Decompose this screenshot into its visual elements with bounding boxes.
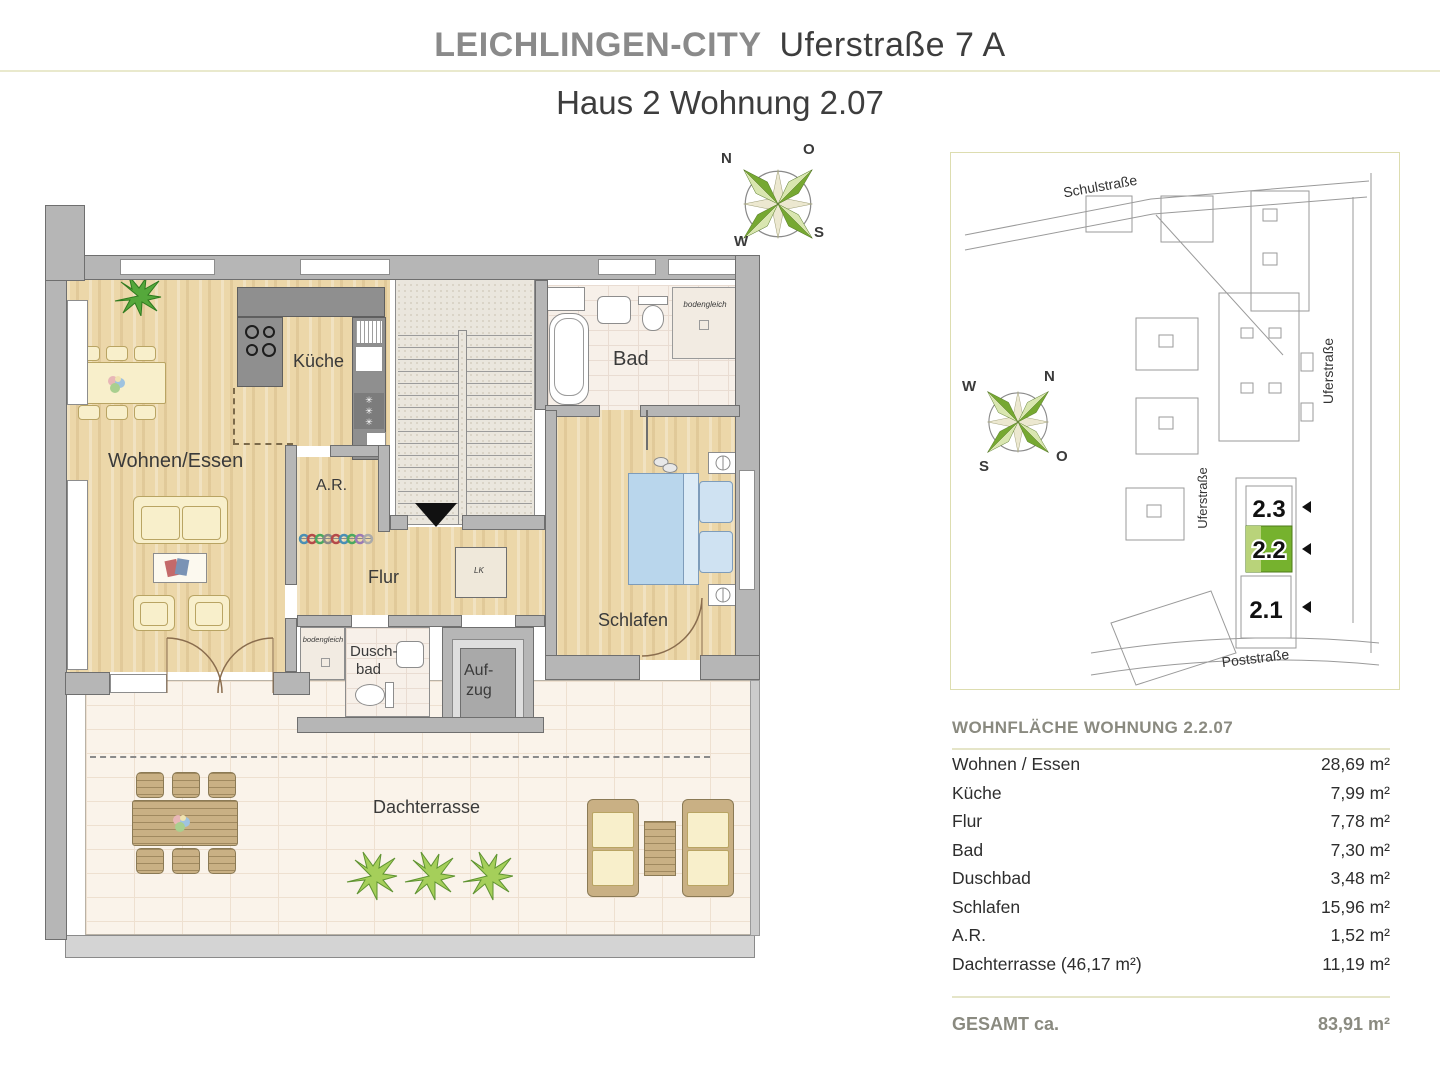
terrace-plants-icon <box>343 850 513 902</box>
page-title <box>0 26 1440 65</box>
table-row <box>952 864 1390 893</box>
duschbad-sink <box>396 641 424 668</box>
table-row <box>952 750 1390 779</box>
row-value: 7,78 m² <box>1330 811 1390 831</box>
row-label: Küche <box>952 782 1002 803</box>
siteplan-compass <box>978 382 1058 462</box>
terrace-chair <box>136 772 164 798</box>
kitchen-sink <box>355 346 383 372</box>
terrace-side-wall <box>750 680 760 936</box>
street-label-uferstrasse-right: Uferstraße <box>1320 337 1336 405</box>
label-bodengleich-bad: bodengleich <box>683 300 727 309</box>
row-value: 15,96 m² <box>1320 896 1390 917</box>
wc-bowl <box>355 684 385 706</box>
room-label-aufzug-1: Auf- <box>464 662 494 679</box>
row-value: 11,19 m² <box>1322 953 1390 974</box>
room-label-flur: Flur <box>368 567 399 587</box>
window <box>120 259 215 275</box>
table-flowers-icon <box>170 812 192 834</box>
room-label-wohnen: Wohnen/Essen <box>108 450 244 472</box>
dining-chair <box>106 346 128 361</box>
open-plan-dashed <box>233 443 293 445</box>
bed-pillow <box>699 531 733 573</box>
table-row <box>952 921 1390 950</box>
dining-chair <box>78 405 100 420</box>
kitchen-drainboard <box>355 320 383 344</box>
label-bodengleich-flur: bodengleich <box>302 635 344 644</box>
street-label-schulstrasse: Schulstraße <box>1061 171 1139 201</box>
wall-schlafen-bottom <box>700 655 760 680</box>
room-label-bad: Bad <box>613 348 649 370</box>
window <box>598 259 656 275</box>
plant-icon <box>113 276 163 316</box>
wall-wohnen-flur <box>285 618 297 672</box>
area-table <box>952 718 1390 1039</box>
site-compass-s: S <box>979 458 990 475</box>
sofa-cushion <box>592 850 634 886</box>
room-label-ar: A.R. <box>316 477 348 494</box>
wall-wohnen-flur <box>285 445 297 585</box>
unit-label-2-3: 2.3 <box>1252 496 1286 523</box>
unit-marker-icon <box>1302 601 1311 613</box>
row-label: Bad <box>952 839 984 860</box>
terrace-chair <box>172 772 200 798</box>
row-value: 7,99 m² <box>1330 782 1390 803</box>
dining-chair <box>106 405 128 420</box>
bad-shelf <box>545 287 585 311</box>
wall-ar-right <box>378 445 390 532</box>
terrace-side-table <box>644 821 676 876</box>
stove-burners-icon <box>241 321 281 361</box>
wardrobe-hangers-icon <box>298 530 376 548</box>
wall-left <box>45 280 67 940</box>
row-value: 3,48 m² <box>1330 868 1390 888</box>
window <box>110 674 167 693</box>
wc-bowl <box>642 305 664 331</box>
compass-o: O <box>803 141 815 158</box>
lamp-icon <box>714 454 732 472</box>
project-name: LEICHLINGEN-CITY <box>434 26 762 64</box>
row-value: 28,69 m² <box>1320 754 1390 774</box>
total-label: GESAMT ca. <box>952 1014 1060 1034</box>
table-row <box>952 893 1390 922</box>
sofa-cushion <box>592 812 634 848</box>
window-left <box>67 480 88 670</box>
unit-label-2-1: 2.1 <box>1249 597 1283 624</box>
table-row <box>952 950 1390 979</box>
wall-flur-bottom <box>515 615 545 627</box>
wc-tank <box>385 682 394 708</box>
unit-label-2-2: 2.2 <box>1252 537 1286 564</box>
row-value: 1,52 m² <box>1330 925 1390 945</box>
room-label-kueche: Küche <box>293 351 345 371</box>
wall-flur-top <box>390 515 408 530</box>
dining-chair <box>134 405 156 420</box>
compass-s: S <box>814 224 825 241</box>
site-compass-n: N <box>1044 368 1055 385</box>
french-door-arcs <box>160 608 280 698</box>
total-value: 83,91 m² <box>1317 1014 1390 1034</box>
terrace-chair <box>172 848 200 874</box>
terrace-dashed-line <box>90 756 710 758</box>
address: Uferstraße 7 A <box>779 26 1006 64</box>
row-label: Dachterrasse (46,17 m²) <box>952 953 1142 974</box>
terrace-parapet <box>65 935 755 958</box>
magazines-icon <box>164 556 194 580</box>
table-row <box>952 807 1390 836</box>
wall-stair-bad <box>535 280 548 410</box>
site-compass-w: W <box>962 378 977 395</box>
wall-bad-schlafen <box>640 405 740 417</box>
street-label-uferstrasse-mid: Uferstraße <box>1195 467 1210 529</box>
freezer-icon: ✳ ✳ ✳ <box>354 393 384 429</box>
room-label-duschbad-1: Dusch- <box>350 643 398 660</box>
row-label: Schlafen <box>952 896 1021 917</box>
sofa-cushion <box>141 506 180 540</box>
compass-n: N <box>721 150 732 167</box>
terrace-chair <box>136 848 164 874</box>
header-divider <box>0 70 1440 72</box>
entrance-arrow-icon <box>415 503 457 527</box>
slippers-icon <box>653 455 679 475</box>
wc-tank <box>638 296 668 305</box>
sofa-cushion <box>687 850 729 886</box>
table-total-row <box>952 1010 1390 1039</box>
lamp-icon <box>714 586 732 604</box>
window-left <box>67 300 88 405</box>
stair-rail <box>458 330 467 525</box>
dining-chair <box>134 346 156 361</box>
wall-dusch-bottom <box>297 717 544 733</box>
wall-flur-bottom <box>297 615 352 627</box>
row-value: 7,30 m² <box>1330 839 1390 860</box>
terrace-chair <box>208 772 236 798</box>
wall-flur-bottom <box>388 615 462 627</box>
bathtub-inner <box>554 318 584 396</box>
room-label-dachterrasse: Dachterrasse <box>373 797 481 817</box>
window-right <box>739 470 755 590</box>
wall-top-left-stub <box>45 205 85 281</box>
wall-flur-schlafen <box>545 410 557 657</box>
compass-w: W <box>734 233 749 250</box>
wall-flur-top <box>462 515 545 530</box>
compass-rose-icon <box>978 382 1058 462</box>
unit-marker-icon <box>1302 501 1311 513</box>
row-label: Duschbad <box>952 868 1031 888</box>
wall-schlafen-bottom <box>545 655 640 680</box>
area-table-title: WOHNFLÄCHE WOHNUNG 2.2.07 <box>952 718 1390 750</box>
shower-drain <box>699 320 709 330</box>
sofa-cushion <box>182 506 221 540</box>
table-flowers-icon <box>104 372 128 396</box>
site-compass-o: O <box>1056 448 1068 465</box>
window <box>668 259 738 275</box>
page-subtitle: Haus 2 Wohnung 2.07 <box>556 84 884 121</box>
bed-sheet <box>683 473 699 585</box>
row-label: A.R. <box>952 925 987 945</box>
room-label-aufzug-2: zug <box>466 682 492 699</box>
table-row <box>952 836 1390 865</box>
terrace-chair <box>208 848 236 874</box>
street-label-poststrasse: Poststraße <box>1220 645 1290 671</box>
bad-sink <box>597 296 631 324</box>
shower-drain <box>321 658 330 667</box>
room-label-duschbad-2: bad <box>356 661 382 678</box>
wall-right <box>735 255 760 680</box>
unit-marker-icon <box>1302 543 1311 555</box>
table-row <box>952 779 1390 808</box>
row-label: Wohnen / Essen <box>952 754 1081 774</box>
door-leaf <box>646 410 648 450</box>
kitchen-counter-top <box>237 287 385 317</box>
open-plan-dashed <box>233 388 235 445</box>
window <box>300 259 390 275</box>
wall-wohnen-bottom <box>65 672 110 695</box>
bed-pillow <box>699 481 733 523</box>
sofa-cushion <box>687 812 729 848</box>
lk-closet <box>455 547 507 598</box>
table-divider <box>952 996 1390 998</box>
label-lk: LK <box>474 566 484 575</box>
room-label-schlafen: Schlafen <box>598 610 669 630</box>
row-label: Flur <box>952 811 983 831</box>
